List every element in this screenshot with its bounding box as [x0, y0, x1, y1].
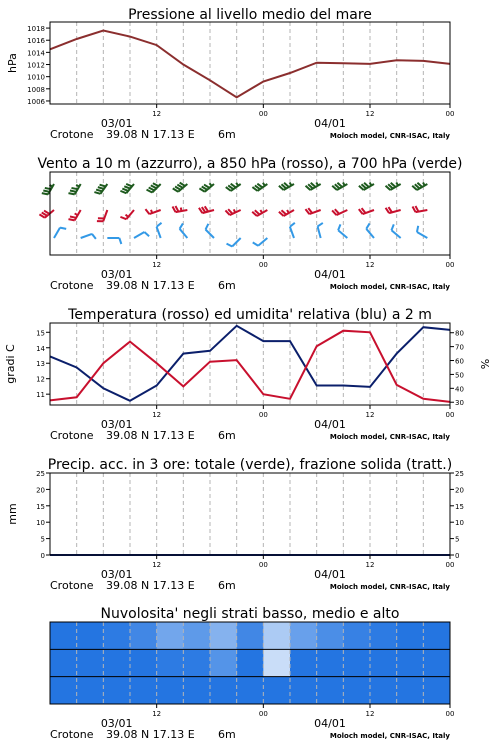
cloud-cell — [130, 622, 157, 649]
barb-flag — [70, 217, 76, 218]
barb-half-flag — [343, 182, 345, 185]
footer-date: 04/01 — [314, 268, 346, 281]
wind-barb-850hPa — [359, 208, 374, 214]
wind-barb-10m — [157, 223, 162, 238]
clouds-title: Nuvolosita' negli strati basso, medio e alto — [100, 606, 400, 622]
pressure-footer — [50, 117, 450, 141]
barb-half-flag — [263, 183, 265, 186]
wind-barb-850hPa — [305, 208, 320, 214]
barb-flag — [151, 185, 157, 188]
y-tick-label: 15 — [36, 329, 45, 338]
barb-half-flag — [75, 213, 78, 215]
precipitation-plot-frame — [50, 473, 450, 555]
footer-date: 04/01 — [314, 568, 346, 581]
barb-flag — [157, 223, 162, 227]
cloud-cell — [397, 677, 424, 704]
y-tick-label: 60 — [455, 357, 464, 366]
y-tick-label: 25 — [36, 470, 45, 478]
footer-credit: Moloch model, CNR-ISAC, Italy — [329, 283, 450, 291]
barb-flag — [144, 232, 149, 236]
barb-half-flag — [151, 210, 152, 213]
cloud-cell — [263, 649, 290, 676]
wind-barb-850hPa — [39, 210, 54, 218]
wind-barb-700hPa — [412, 182, 427, 190]
wind-barb-700hPa — [306, 182, 321, 190]
cloud-cell — [130, 649, 157, 676]
wind-barb-850hPa — [120, 210, 134, 219]
panel-clouds — [50, 606, 454, 741]
barb-flag — [318, 223, 323, 226]
cloud-cell — [343, 677, 370, 704]
footer-date: 03/01 — [100, 717, 133, 730]
x-tick-label: 12 — [365, 261, 375, 269]
y-tick-label: 1012 — [27, 61, 45, 70]
wind-barb-850hPa — [252, 210, 267, 216]
barb-half-flag — [287, 210, 289, 213]
y-tick-label: 40 — [455, 385, 464, 394]
barb-flag — [100, 185, 106, 187]
wind-barb-10m — [253, 238, 268, 246]
y-tick-label: 15 — [36, 502, 45, 511]
cloud-cell — [317, 622, 344, 649]
barb-half-flag — [234, 209, 235, 212]
barb-flag — [145, 209, 149, 214]
barb-half-flag — [260, 210, 262, 213]
wind-barb-850hPa — [332, 209, 347, 215]
barb-half-flag — [396, 182, 398, 185]
y-tick-label: 30 — [455, 399, 464, 408]
temperature-plot-frame — [50, 323, 450, 405]
cloud-cell — [343, 622, 370, 649]
barb-shaft — [417, 232, 427, 238]
footer-date: 03/01 — [100, 268, 133, 281]
wind-barb-700hPa — [42, 184, 54, 194]
cloud-cell — [77, 622, 104, 649]
y-tick-label: 80 — [455, 329, 464, 338]
y-tick-label: 20 — [36, 486, 45, 495]
precipitation-footer — [50, 568, 450, 592]
temperature-footer — [50, 418, 450, 442]
wind-barb-10m — [417, 226, 427, 238]
y-tick-label: 12 — [36, 375, 45, 384]
cloud-cell — [77, 677, 104, 704]
barb-shaft — [290, 227, 294, 238]
footer-credit: Moloch model, CNR-ISAC, Italy — [329, 583, 450, 591]
wind-barb-850hPa — [386, 207, 401, 213]
barb-flag — [227, 244, 233, 247]
wind-barb-700hPa — [120, 184, 134, 193]
barb-flag — [290, 223, 295, 227]
footer-coords: 39.08 N 17.13 E — [106, 429, 195, 442]
y-tick-label: 1014 — [27, 49, 45, 58]
footer-credit: Moloch model, CNR-ISAC, Italy — [329, 132, 450, 140]
footer-elevation: 6m — [218, 128, 236, 141]
pressure-ylabel: hPa — [6, 53, 19, 73]
pressure-y-ticks — [27, 25, 50, 106]
x-tick-label: 12 — [152, 261, 162, 269]
precipitation-title: Precip. acc. in 3 ore: totale (verde), frazione solida (tratt.) — [47, 457, 453, 473]
clouds-heatmap — [50, 622, 451, 704]
wind-barbs — [39, 182, 427, 246]
cloud-cell — [397, 622, 424, 649]
barb-flag — [119, 238, 121, 244]
footer-date: 03/01 — [100, 568, 133, 581]
y-tick-label: 15 — [455, 502, 464, 511]
cloud-cell — [183, 677, 210, 704]
clouds-footer — [50, 717, 450, 741]
footer-credit: Moloch model, CNR-ISAC, Italy — [329, 433, 450, 441]
cloud-cell — [237, 677, 264, 704]
temperature-ylabel: gradi C — [4, 344, 17, 384]
footer-coords: 39.08 N 17.13 E — [106, 728, 195, 741]
panel-temperature — [4, 307, 492, 442]
footer-date: 03/01 — [100, 418, 133, 431]
barb-flag — [147, 190, 153, 193]
cloud-cell — [263, 677, 290, 704]
wind-barb-700hPa — [279, 182, 294, 190]
y-tick-label: 1018 — [27, 25, 45, 34]
barb-flag — [122, 189, 128, 191]
barb-flag — [206, 224, 209, 230]
barb-flag — [68, 219, 74, 220]
cloud-cell — [157, 622, 184, 649]
cloud-cell — [317, 649, 344, 676]
cloud-cell — [50, 649, 77, 676]
barb-flag — [68, 193, 74, 194]
x-tick-label: 00 — [445, 710, 455, 718]
wind-barb-10m — [107, 238, 121, 244]
wind-title: Vento a 10 m (azzurro), a 850 hPa (rosso), a 700 hPa (verde) — [37, 156, 463, 172]
footer-elevation: 6m — [218, 429, 236, 442]
wind-barb-700hPa — [94, 184, 107, 194]
y-tick-label: 0 — [455, 552, 460, 560]
footer-location: Crotone — [50, 279, 94, 292]
cloud-cell — [237, 622, 264, 649]
cloud-cell — [210, 622, 237, 649]
wind-barb-850hPa — [199, 206, 214, 213]
temperature-x-ticks — [152, 405, 454, 419]
precipitation-y-ticks — [36, 470, 50, 560]
cloud-cell — [157, 649, 184, 676]
y-tick-label: 13 — [36, 360, 45, 369]
barb-flag — [126, 184, 132, 186]
precipitation-x-ticks — [152, 555, 454, 569]
barb-shaft — [258, 238, 267, 246]
wind-barb-700hPa — [386, 182, 401, 190]
x-tick-label: 12 — [365, 411, 375, 419]
cloud-cell — [103, 622, 130, 649]
cloud-cell — [290, 622, 317, 649]
precipitation-ylabel: mm — [6, 503, 19, 525]
humidity-y-ticks — [450, 330, 464, 407]
y-tick-label: 1006 — [27, 97, 45, 106]
cloud-cell — [183, 649, 210, 676]
x-tick-label: 12 — [152, 710, 162, 718]
x-tick-label: 00 — [445, 561, 455, 569]
barb-flag — [120, 191, 126, 193]
cloud-cell — [103, 677, 130, 704]
cloud-cell — [157, 677, 184, 704]
footer-date: 03/01 — [100, 117, 133, 130]
footer-date: 04/01 — [314, 717, 346, 730]
barb-shaft — [134, 232, 144, 238]
cloud-cell — [210, 649, 237, 676]
cloud-cell — [370, 622, 397, 649]
footer-location: Crotone — [50, 728, 94, 741]
y-tick-label: 14 — [36, 344, 45, 353]
barb-shaft — [54, 228, 60, 238]
footer-coords: 39.08 N 17.13 E — [106, 128, 195, 141]
barb-half-flag — [316, 182, 318, 185]
barb-shaft — [103, 210, 107, 221]
cloud-cell — [50, 677, 77, 704]
wind-barb-10m — [227, 238, 241, 246]
y-tick-label: 11 — [36, 391, 45, 400]
wind-barb-700hPa — [226, 183, 241, 191]
barb-half-flag — [290, 182, 292, 185]
barb-half-flag — [209, 183, 211, 186]
barb-flag — [60, 228, 66, 229]
wind-barb-700hPa — [252, 183, 267, 191]
x-tick-label: 12 — [152, 110, 162, 118]
y-tick-label: 25 — [455, 470, 464, 478]
cloud-cell — [423, 677, 450, 704]
barb-half-flag — [423, 182, 425, 185]
y-tick-label: 20 — [455, 486, 464, 495]
y-tick-label: 0 — [40, 552, 45, 560]
y-tick-label: 10 — [455, 519, 464, 528]
footer-location: Crotone — [50, 429, 94, 442]
pressure-plot-frame — [50, 22, 450, 104]
footer-location: Crotone — [50, 128, 94, 141]
footer-elevation: 6m — [218, 728, 236, 741]
x-tick-label: 00 — [258, 411, 268, 419]
footer-coords: 39.08 N 17.13 E — [106, 279, 195, 292]
wind-barb-850hPa — [413, 206, 428, 212]
footer-location: Crotone — [50, 579, 94, 592]
footer-date: 04/01 — [314, 418, 346, 431]
wind-barb-700hPa — [199, 183, 214, 191]
footer-elevation: 6m — [218, 579, 236, 592]
wind-barb-10m — [290, 223, 295, 238]
pressure-x-ticks — [152, 104, 454, 118]
wind-barb-700hPa — [359, 182, 374, 190]
y-tick-label: 10 — [36, 519, 45, 528]
barb-flag — [70, 191, 76, 192]
x-tick-label: 00 — [445, 261, 455, 269]
footer-credit: Moloch model, CNR-ISAC, Italy — [329, 732, 450, 740]
y-tick-label: 1016 — [27, 37, 45, 46]
barb-half-flag — [236, 183, 238, 186]
cloud-cell — [237, 649, 264, 676]
barb-shaft — [338, 230, 347, 238]
barb-shaft — [391, 230, 400, 238]
barb-flag — [42, 193, 48, 194]
x-tick-label: 00 — [445, 411, 455, 419]
temperature-y-ticks — [36, 329, 50, 399]
wind-barb-10m — [81, 234, 96, 239]
wind-barb-850hPa — [97, 210, 107, 221]
cloud-cell — [397, 649, 424, 676]
barb-shaft — [81, 234, 92, 238]
wind-barb-10m — [391, 224, 400, 238]
y-tick-label: 50 — [455, 371, 464, 380]
wind-barb-700hPa — [173, 183, 188, 192]
barb-flag — [71, 188, 77, 189]
cloud-cell — [77, 649, 104, 676]
barb-flag — [43, 191, 49, 192]
cloud-cell — [370, 677, 397, 704]
precipitation-y-ticks-right — [450, 470, 464, 560]
wind-barb-700hPa — [147, 183, 161, 192]
cloud-cell — [263, 622, 290, 649]
panel-pressure — [6, 7, 454, 141]
wind-barb-10m — [134, 232, 149, 238]
barb-flag — [180, 223, 183, 228]
x-tick-label: 12 — [365, 110, 375, 118]
x-tick-label: 12 — [365, 710, 375, 718]
wind-barb-10m — [318, 223, 323, 238]
y-tick-label: 1008 — [27, 85, 45, 94]
pressure-title: Pressione al livello medio del mare — [128, 7, 372, 23]
barb-shaft — [318, 226, 321, 238]
wind-footer — [50, 268, 450, 292]
wind-barb-850hPa — [173, 206, 188, 212]
panel-wind — [37, 156, 462, 292]
cloud-cell — [423, 622, 450, 649]
cloud-cell — [370, 649, 397, 676]
y-tick-label: 1010 — [27, 73, 45, 82]
cloud-cell — [130, 677, 157, 704]
footer-coords: 39.08 N 17.13 E — [106, 579, 195, 592]
barb-flag — [391, 224, 393, 230]
barb-flag — [366, 223, 369, 228]
cloud-cell — [423, 649, 450, 676]
barb-shaft — [157, 227, 161, 238]
pressure-series-line — [50, 31, 450, 98]
footer-elevation: 6m — [218, 279, 236, 292]
temperature-title: Temperatura (rosso) ed umidita' relativa (blu) a 2 m — [68, 307, 432, 323]
cloud-cell — [210, 677, 237, 704]
x-tick-label: 12 — [365, 561, 375, 569]
footer-date: 04/01 — [314, 117, 346, 130]
y-tick-label: 5 — [455, 535, 460, 544]
cloud-cell — [290, 677, 317, 704]
x-tick-label: 00 — [258, 561, 268, 569]
barb-flag — [124, 186, 130, 188]
cloud-cell — [103, 649, 130, 676]
x-tick-label: 00 — [258, 110, 268, 118]
wind-barb-700hPa — [332, 182, 347, 190]
x-tick-label: 12 — [152, 411, 162, 419]
barb-flag — [417, 226, 418, 232]
wind-barb-850hPa — [225, 209, 240, 215]
panel-precipitation — [6, 457, 464, 592]
barb-flag — [153, 183, 159, 186]
x-tick-label: 12 — [152, 561, 162, 569]
barb-flag — [338, 224, 340, 230]
wind-x-ticks — [152, 255, 454, 269]
x-tick-label: 00 — [258, 261, 268, 269]
y-tick-label: 5 — [40, 535, 45, 544]
wind-barb-700hPa — [68, 184, 80, 194]
cloud-cell — [343, 649, 370, 676]
humidity-ylabel: % — [479, 358, 492, 370]
wind-barb-850hPa — [68, 210, 80, 220]
cloud-cell — [183, 622, 210, 649]
clouds-x-ticks — [152, 704, 454, 718]
barb-flag — [94, 192, 100, 194]
barb-flag — [120, 217, 126, 219]
cloud-cell — [317, 677, 344, 704]
x-tick-label: 00 — [445, 110, 455, 118]
cloud-cell — [50, 622, 77, 649]
cloud-cell — [290, 649, 317, 676]
barb-flag — [92, 234, 96, 239]
barb-flag — [96, 190, 102, 192]
barb-flag — [253, 242, 258, 245]
wind-barb-850hPa — [279, 210, 294, 216]
barb-half-flag — [181, 208, 182, 211]
x-tick-label: 00 — [258, 710, 268, 718]
barb-half-flag — [126, 215, 129, 217]
precipitation-grid — [77, 473, 424, 555]
y-tick-label: 70 — [455, 343, 464, 352]
barb-half-flag — [370, 182, 372, 185]
wind-barb-10m — [338, 224, 347, 238]
humidity-series-line — [50, 326, 450, 401]
wind-barb-850hPa — [145, 209, 160, 214]
barb-flag — [149, 188, 155, 191]
wind-barb-10m — [54, 228, 66, 238]
